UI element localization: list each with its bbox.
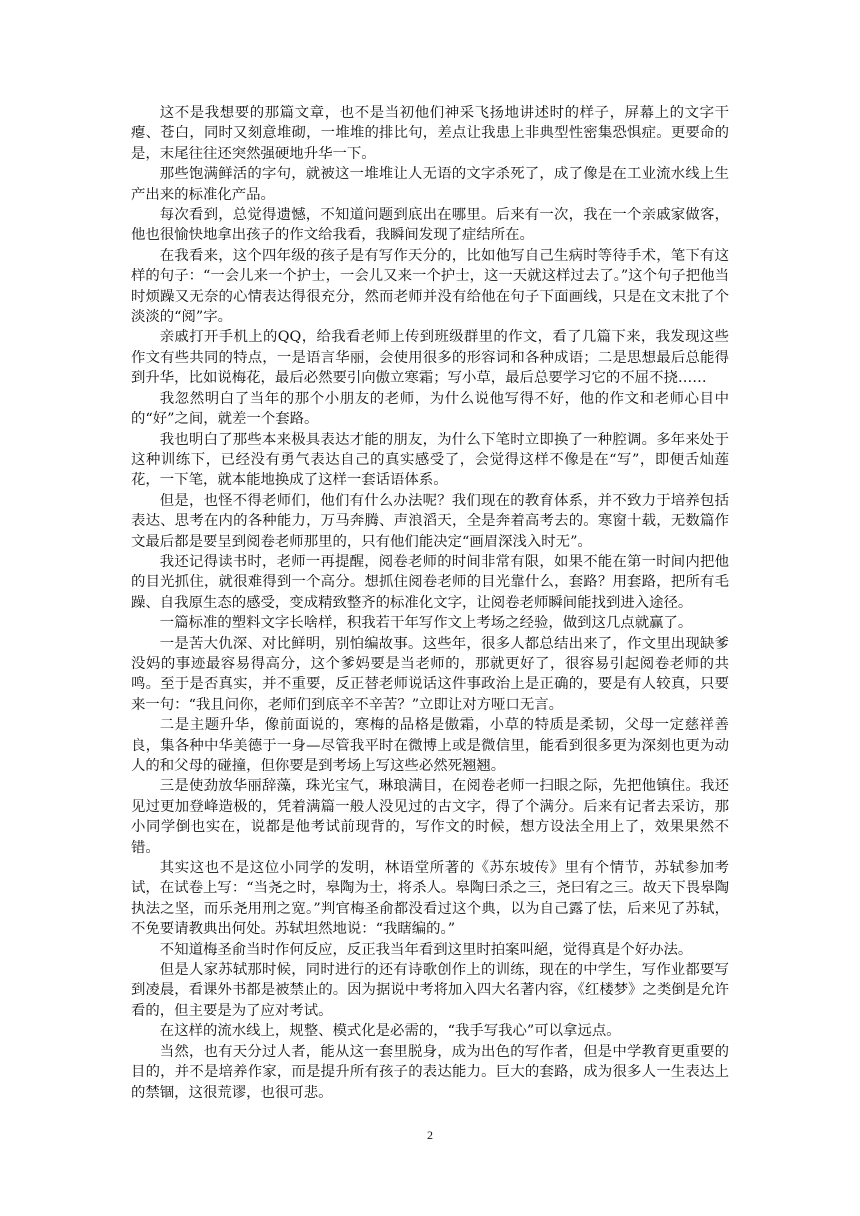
paragraph: 在这样的流水线上，规整、模式化是必需的，“我手写我心”可以拿远点。 <box>159 1023 621 1040</box>
paragraph: 但是人家苏轼那时候，同时进行的还有诗歌创作上的训练，现在的中学生，写作业都要写到凌晨，看课外书都是被禁止的。因为据说中考将加入四大名著内容，《红楼梦》之类倒是允许看的，但主要是为了应对考试。 <box>131 962 729 1019</box>
paragraph: 其实这也不是这位小同学的发明，林语堂所著的《苏东坡传》里有个情节，苏轼参加考试，在试卷上写：“当尧之时，皋陶为士，将杀人。皋陶曰杀之三，尧曰宥之三。故天下畏皋陶执法之坚，而乐尧用刑之宽。”判官梅圣俞都没看过这个典，以为自己露了怯，后来见了苏轼，不免要请教典出何处。苏轼坦然地说：“我瞎编的。” <box>131 860 729 938</box>
paragraph: 每次看到，总觉得遗憾，不知道问题到底出在哪里。后来有一次，我在一个亲戚家做客，他也很愉快地拿出孩子的作文给我看，我瞬间发现了症结所在。 <box>131 207 729 244</box>
paragraph: 这不是我想要的那篇文章，也不是当初他们神采飞扬地讲述时的样子，屏幕上的文字干瘪、苍白，同时又刻意堆砌，一堆堆的排比句，差点让我患上非典型性密集恐惧症。更要命的是，末尾往往还突然强硬地升华一下。 <box>131 105 729 162</box>
paragraph: 但是，也怪不得老师们，他们有什么办法呢？我们现在的教育体系，并不致力于培养包括表达、思考在内的各种能力，万马奔腾、声浪滔天，全是奔着高考去的。寒窗十载，无数篇作文最后都是要呈到阅卷老师那里的，只有他们能决定“画眉深浅入时无”。 <box>131 492 729 550</box>
article-body <box>131 103 729 1103</box>
paragraph: 我也明白了那些本来极具表达才能的朋友，为什么下笔时立即换了一种腔调。多年来处于这种训练下，已经没有勇气表达自己的真实感受了，会觉得这样不像是在“写”，即便舌灿莲花，一下笔，就本能地换成了这样一套话语体系。 <box>131 431 729 489</box>
paragraph: 那些饱满鲜活的字句，就被这一堆堆让人无语的文字杀死了，成了像是在工业流水线上生产出来的标准化产品。 <box>131 166 729 203</box>
paragraph: 一是苦大仇深、对比鲜明，别怕编故事。这些年，很多人都总结出来了，作文里出现缺爹没妈的事迹最容易得高分，这个爹妈要是当老师的，那就更好了，很容易引起阅卷老师的共鸣。至于是否真实，并不重要，反正替老师说话这件事政治上是正确的，要是有人较真，只要来一句：“我且问你，老师们到底辛不辛苦？”立即让对方哑口无言。 <box>131 635 729 713</box>
paragraph: 不知道梅圣俞当时作何反应，反正我当年看到这里时拍案叫絕，觉得真是个好办法。 <box>159 941 693 958</box>
paragraph: 一篇标准的塑料文字长啥样，积我若干年写作文上考场之经验，做到这几点就赢了。 <box>159 615 693 632</box>
paragraph: 亲戚打开手机上的QQ，给我看老师上传到班级群里的作文，看了几篇下来，我发现这些作文有些共同的特点，一是语言华丽，会使用很多的形容词和各种成语；二是思想最后总能得到升华，比如说梅花，最后必然要引向傲立寒霜；写小草，最后总要学习它的不屈不挠…… <box>131 329 729 387</box>
paragraph: 在我看来，这个四年级的孩子是有写作天分的，比如他写自己生病时等待手术，笔下有这样的句子：“一会儿来一个护士，一会儿又来一个护士，这一天就这样过去了。”这个句子把他当时烦躁又无奈的心情表达得很充分，然而老师并没有给他在句子下面画线，只是在文末批了个淡淡的“阅”字。 <box>131 247 729 326</box>
paragraph: 我忽然明白了当年的那个小朋友的老师，为什么说他写得不好，他的作文和老师心目中的“好”之间，就差一个套路。 <box>131 390 729 428</box>
paragraph: 我还记得读书时，老师一再提醒，阅卷老师的时间非常有限，如果不能在第一时间内把他的目光抓住，就很难得到一个高分。想抓住阅卷老师的目光靠什么，套路？用套路，把所有毛躁、自我原生态的感受，变成精致整齐的标准化文字，让阅卷老师瞬间能找到进入途径。 <box>131 553 729 611</box>
paragraph: 当然，也有天分过人者，能从这一套里脱身，成为出色的写作者，但是中学教育更重要的目的，并不是培养作家，而是提升所有孩子的表达能力。巨大的套路，成为很多人一生表达上的禁锢，这很荒谬，也很可悲。 <box>131 1043 729 1101</box>
page-number: 2 <box>427 1128 433 1142</box>
paragraph: 二是主题升华，像前面说的，寒梅的品格是傲霜，小草的特质是柔韧，父母一定慈祥善良，集各种中华美德于一身—尽管我平时在微博上或是微信里，能看到很多更为深刻也更为动人的和父母的碰撞，但你要是到考场上写这些必然死翘翘。 <box>131 717 729 774</box>
paragraph: 三是使劲放华丽辞藻，珠光宝气，琳琅满目，在阅卷老师一扫眼之际，先把他镇住。我还见过更加登峰造极的，凭着满篇一般人没见过的古文字，得了个满分。后来有记者去采访，那小同学倒也实在，说都是他考试前现背的，写作文的时候，想方设法全用上了，效果果然不错。 <box>131 778 729 856</box>
